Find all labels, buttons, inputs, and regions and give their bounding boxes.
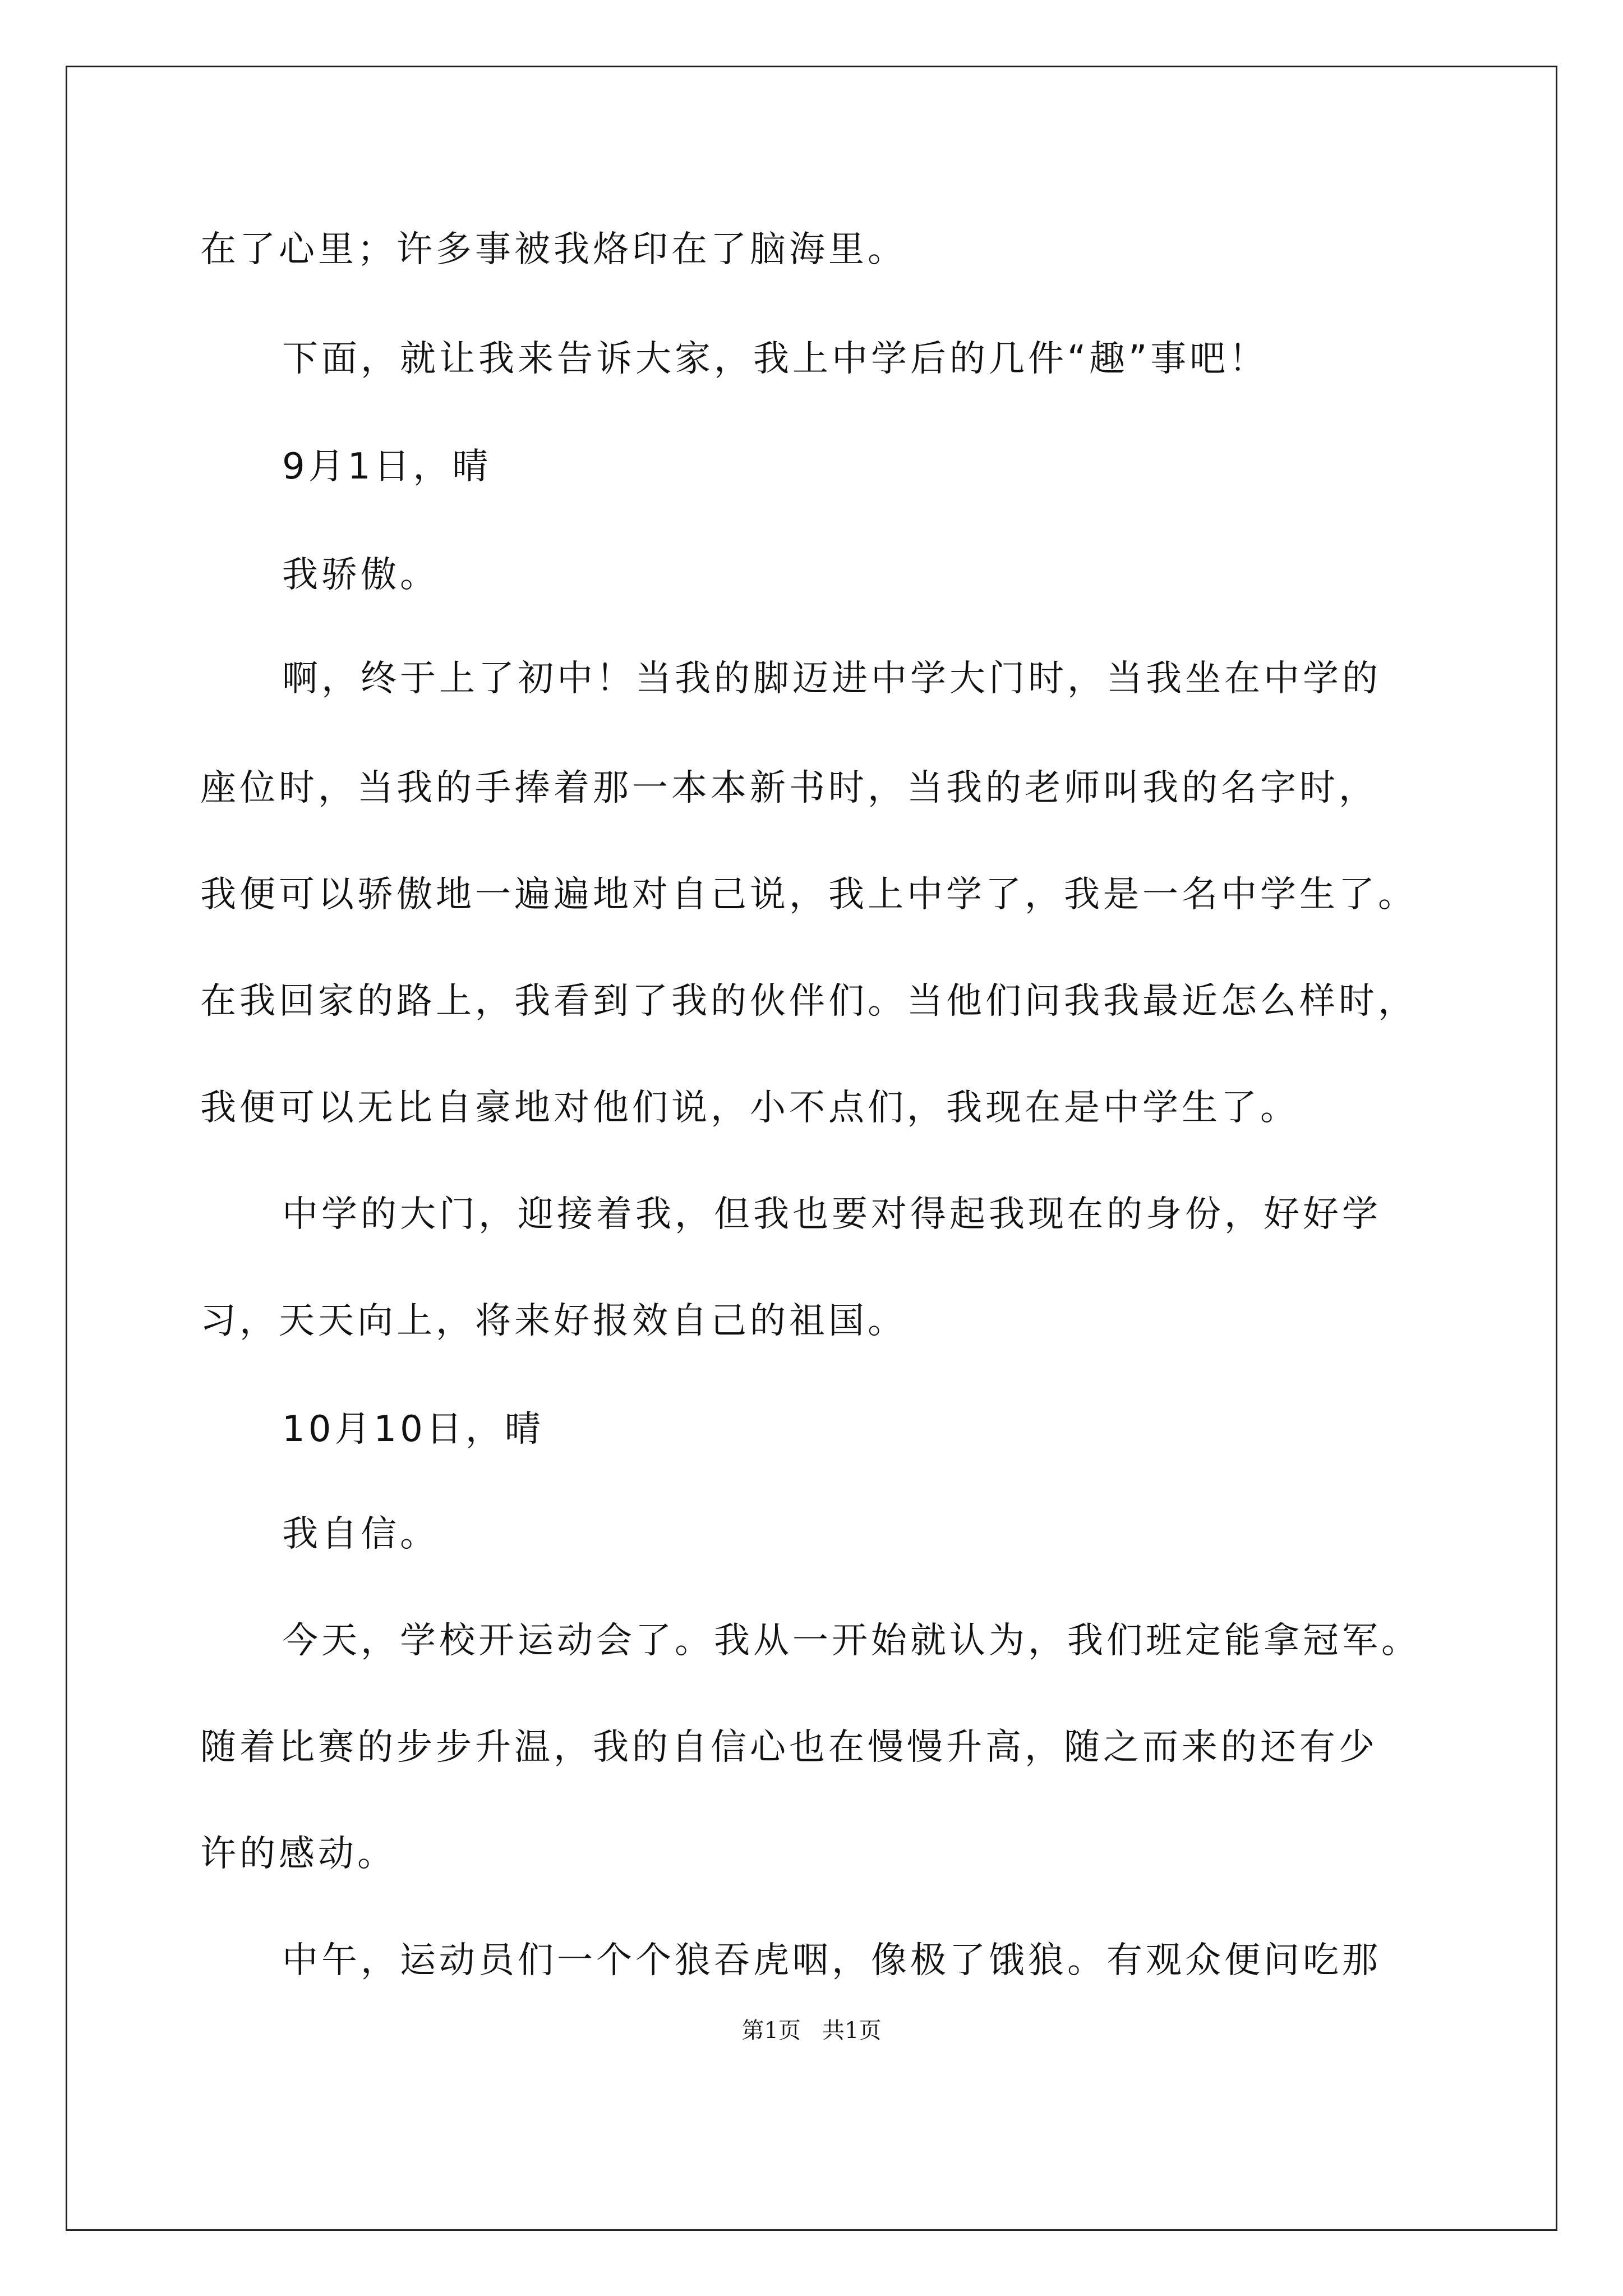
diary-date-sept: 9月1日，晴 [282,446,492,487]
diary-date-oct: 10月10日，晴 [282,1409,544,1450]
paragraph-line: 随着比赛的步步升温，我的自信心也在慢慢升高，随之而来的还有少 [200,1727,1378,1768]
paragraph-line: 我便可以骄傲地一遍遍地对自己说，我上中学了，我是一名中学生了。 [200,874,1417,915]
page-border [66,66,1557,2231]
paragraph-line: 习，天天向上，将来好报效自己的祖国。 [200,1300,907,1342]
paragraph-line: 中午，运动员们一个个狼吞虎咽，像极了饿狼。有观众便问吃那 [282,1940,1381,1981]
diary-mood-confident: 我自信。 [282,1513,439,1555]
page-footer: 第1页 共1页 [741,2018,882,2044]
paragraph-line: 许的感动。 [200,1833,396,1875]
paragraph-line: 啊，终于上了初中！当我的脚迈进中学大门时，当我坐在中学的 [282,658,1381,700]
paragraph-line: 今天，学校开运动会了。我从一开始就认为，我们班定能拿冠军。 [282,1620,1421,1662]
paragraph-line: 中学的大门，迎接着我，但我也要对得起我现在的身份，好好学 [282,1194,1381,1235]
paragraph-line: 在我回家的路上，我看到了我的伙伴们。当他们问我我最近怎么样时， [200,981,1417,1022]
paragraph-line: 座位时，当我的手捧着那一本本新书时，当我的老师叫我的名字时， [200,767,1378,809]
paragraph-intro: 下面，就让我来告诉大家，我上中学后的几件“趣”事吧！ [282,338,1269,380]
text-line-continued: 在了心里；许多事被我烙印在了脑海里。 [200,229,907,270]
diary-mood-proud: 我骄傲。 [282,554,439,596]
paragraph-line: 我便可以无比自豪地对他们说，小不点们，我现在是中学生了。 [200,1087,1299,1129]
